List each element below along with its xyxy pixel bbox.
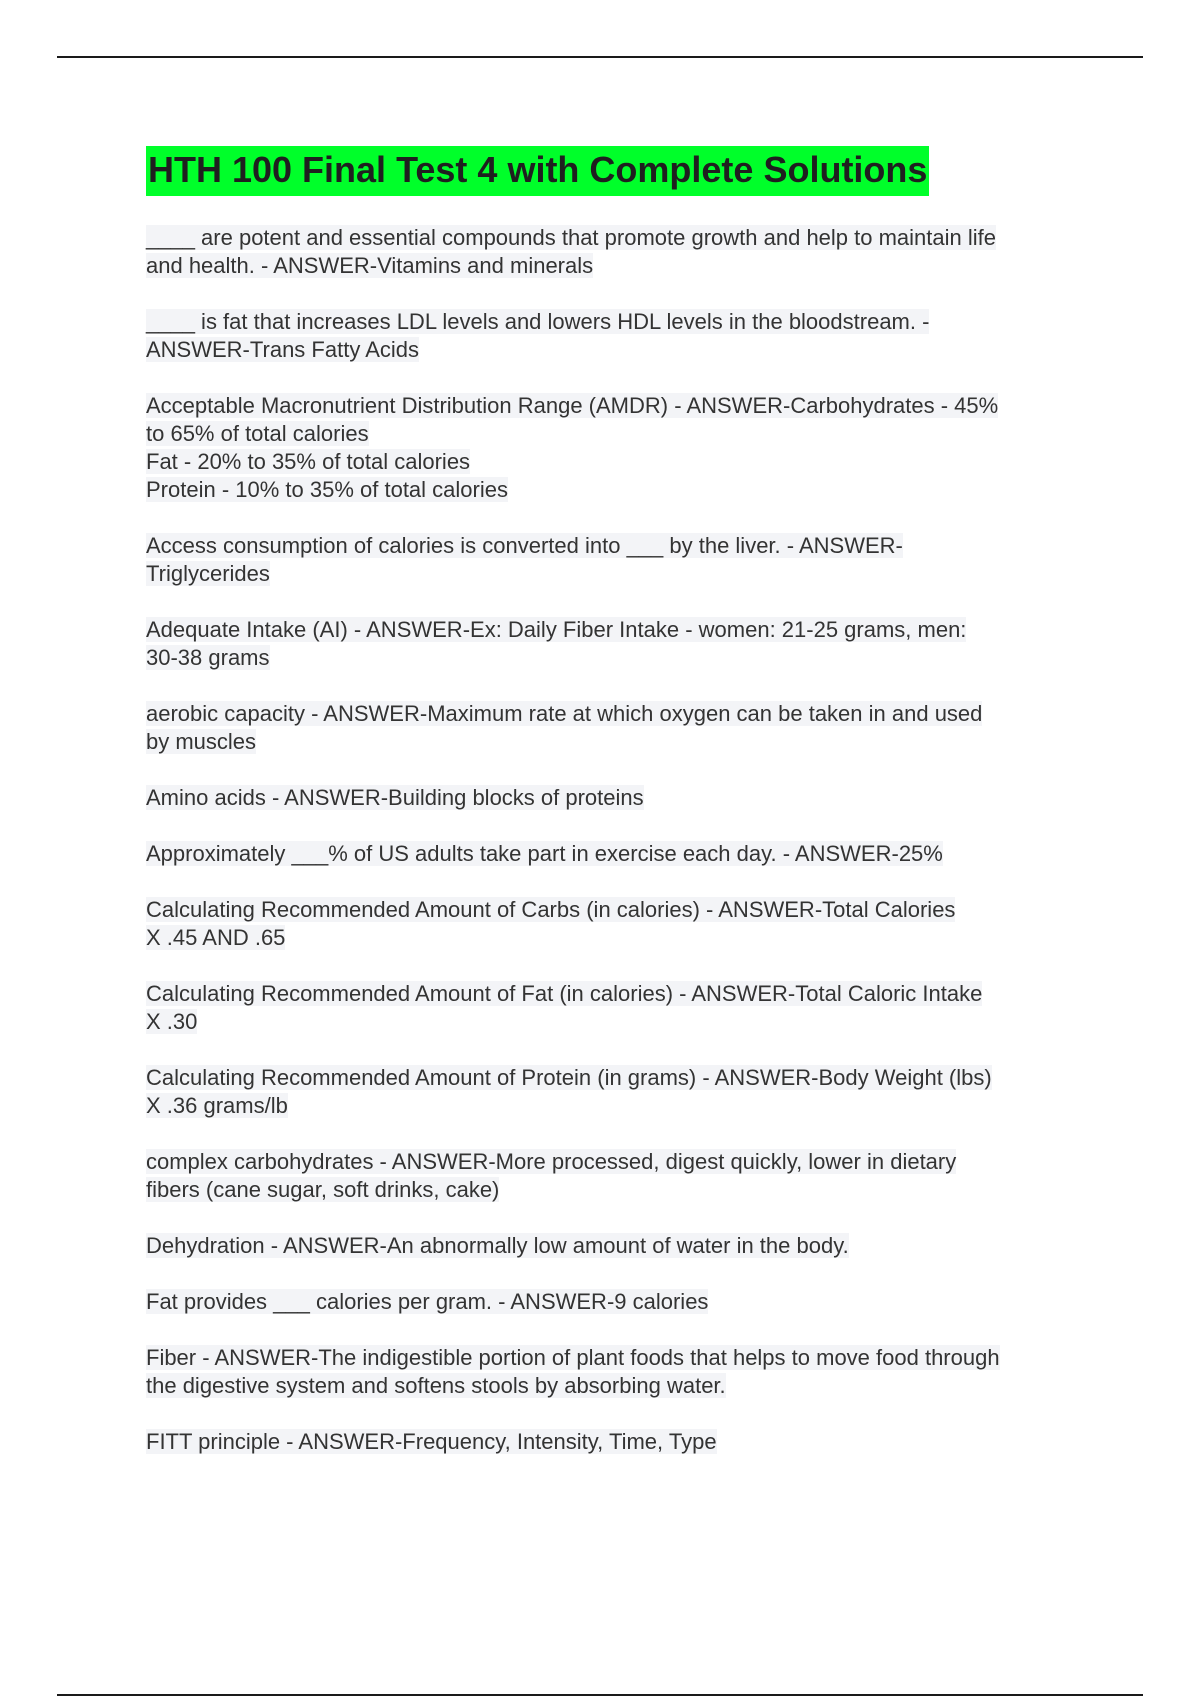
qa-line [146, 1008, 1096, 1036]
qa-line-text: X .30 [146, 1009, 198, 1034]
qa-line-text: X .36 grams/lb [146, 1093, 288, 1118]
qa-item [146, 1428, 1096, 1456]
qa-line-text: Fat provides ___ calories per gram. - ANSWER-9 calories [146, 1289, 709, 1314]
qa-line [146, 896, 1096, 924]
qa-line [146, 1092, 1096, 1120]
qa-line [146, 1176, 1096, 1204]
qa-line [146, 532, 1096, 560]
qa-item [146, 224, 1096, 280]
qa-line-text: the digestive system and softens stools by absorbing water. [146, 1373, 726, 1398]
qa-line [146, 1372, 1096, 1400]
qa-item [146, 700, 1096, 756]
qa-line-text: Acceptable Macronutrient Distribution Range (AMDR) - ANSWER-Carbohydrates - 45% [146, 393, 999, 418]
qa-line [146, 308, 1096, 336]
qa-line [146, 224, 1096, 252]
qa-line [146, 1232, 1096, 1260]
qa-line [146, 924, 1096, 952]
qa-line-text: Calculating Recommended Amount of Protein (in grams) - ANSWER-Body Weight (lbs) [146, 1065, 992, 1090]
qa-item [146, 1232, 1096, 1260]
qa-line-text: Approximately ___% of US adults take part in exercise each day. - ANSWER-25% [146, 841, 943, 866]
qa-line-text: ____ are potent and essential compounds that promote growth and help to maintain life [146, 225, 996, 250]
qa-line-text: Adequate Intake (AI) - ANSWER-Ex: Daily Fiber Intake - women: 21-25 grams, men: [146, 617, 967, 642]
footer-rule [57, 1694, 1143, 1696]
document-body [146, 146, 1096, 1484]
qa-item [146, 840, 1096, 868]
qa-line [146, 252, 1096, 280]
qa-item [146, 1288, 1096, 1316]
qa-line-text: by muscles [146, 729, 257, 754]
qa-item [146, 980, 1096, 1036]
qa-line [146, 784, 1096, 812]
qa-line [146, 980, 1096, 1008]
qa-line-text: ANSWER-Trans Fatty Acids [146, 337, 420, 362]
qa-line-text: X .45 AND .65 [146, 925, 286, 950]
qa-line-text: complex carbohydrates - ANSWER-More processed, digest quickly, lower in dietary [146, 1149, 957, 1174]
header-rule [57, 56, 1143, 58]
qa-line [146, 1428, 1096, 1456]
qa-list [146, 224, 1096, 1456]
qa-line-text: Fat - 20% to 35% of total calories [146, 449, 471, 474]
qa-line [146, 1148, 1096, 1176]
qa-item [146, 1148, 1096, 1204]
qa-line-text: Triglycerides [146, 561, 270, 586]
qa-line [146, 1288, 1096, 1316]
qa-line [146, 448, 1096, 476]
qa-line-text: Fiber - ANSWER-The indigestible portion of plant foods that helps to move food through [146, 1345, 1000, 1370]
qa-line-text: Access consumption of calories is converted into ___ by the liver. - ANSWER- [146, 533, 903, 558]
qa-line [146, 420, 1096, 448]
qa-line-text: fibers (cane sugar, soft drinks, cake) [146, 1177, 500, 1202]
qa-line [146, 476, 1096, 504]
qa-line [146, 644, 1096, 672]
qa-item [146, 392, 1096, 504]
qa-item [146, 784, 1096, 812]
qa-line-text: Calculating Recommended Amount of Fat (in calories) - ANSWER-Total Caloric Intake [146, 981, 983, 1006]
qa-item [146, 616, 1096, 672]
qa-line-text: FITT principle - ANSWER-Frequency, Intensity, Time, Type [146, 1429, 717, 1454]
qa-line [146, 1064, 1096, 1092]
qa-line [146, 1344, 1096, 1372]
qa-item [146, 1064, 1096, 1120]
qa-line-text: to 65% of total calories [146, 421, 369, 446]
qa-line [146, 392, 1096, 420]
document-title: HTH 100 Final Test 4 with Complete Solutions [146, 146, 929, 196]
qa-item [146, 308, 1096, 364]
qa-line [146, 728, 1096, 756]
qa-line-text: ____ is fat that increases LDL levels and lowers HDL levels in the bloodstream. - [146, 309, 930, 334]
qa-line [146, 560, 1096, 588]
qa-line-text: Dehydration - ANSWER-An abnormally low amount of water in the body. [146, 1233, 849, 1258]
qa-line [146, 336, 1096, 364]
qa-line-text: and health. - ANSWER-Vitamins and minerals [146, 253, 594, 278]
qa-item [146, 532, 1096, 588]
qa-line-text: Amino acids - ANSWER-Building blocks of proteins [146, 785, 644, 810]
qa-line-text: aerobic capacity - ANSWER-Maximum rate at which oxygen can be taken in and used [146, 701, 983, 726]
qa-line [146, 616, 1096, 644]
qa-line [146, 700, 1096, 728]
qa-line [146, 840, 1096, 868]
qa-item [146, 896, 1096, 952]
qa-line-text: Protein - 10% to 35% of total calories [146, 477, 508, 502]
qa-line-text: 30-38 grams [146, 645, 270, 670]
qa-line-text: Calculating Recommended Amount of Carbs (in calories) - ANSWER-Total Calories [146, 897, 956, 922]
qa-item [146, 1344, 1096, 1400]
